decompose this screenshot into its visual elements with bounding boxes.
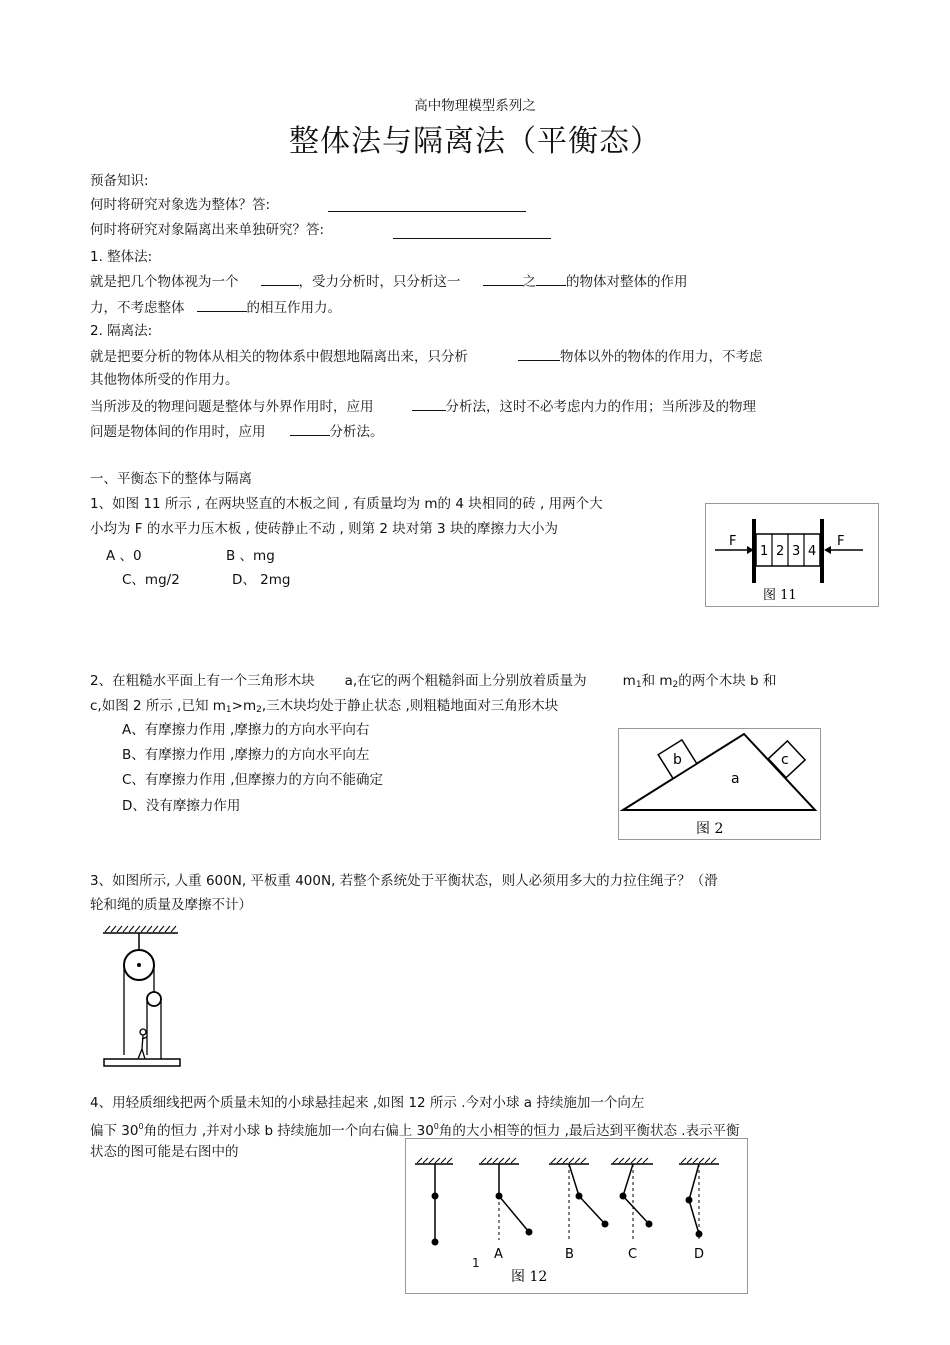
isolate-method-line-2: 其他物体所受的作用力。 [90,372,239,388]
blank[interactable] [536,271,566,286]
figure-11-caption: 图 11 [763,588,797,603]
blank[interactable] [197,297,247,312]
figure-12-label: A [494,1247,503,1262]
lower-pulley [147,992,161,1006]
q1-option-c[interactable]: C、mg/2 [122,572,180,588]
q2-line-2: c,如图 2 所示 ,已知 $m_1>m_2$,三木块均处于静止状态 ,则粗糙地面对三角形木块 [90,698,559,715]
page-number: 1 [472,1256,480,1270]
prep-question-2: 何时将研究对象隔离出来单独研究？答: [90,222,325,238]
label-b: b [673,752,682,768]
whole-method-line-1: 就是把几个物体视为一个 ，受力分析时，只分析这一 之 的物体对整体的作用 [90,271,688,291]
force-label-right: F [837,534,845,549]
q4-line-2: 偏下 $30^0$角的恒力 ,并对小球 b 持续施加一个向右偏上 $30^0$角的大小相等的恒力 ,最后达到平衡状态 .表示平衡 [90,1122,740,1139]
q3-line-2: 轮和绳的质量及摩擦不计） [90,897,252,913]
isolate-method-line-4: 问题是物体间的作用时，应用 分析法。 [90,421,384,441]
prep-answer-line-2[interactable] [393,238,551,239]
label-c: c [781,752,789,768]
figure-12-label: D [694,1247,705,1262]
brick-label: 1 [760,544,769,559]
force-label-left: F [729,534,737,549]
label-a: a [731,771,740,787]
section-heading: 一、平衡态下的整体与隔离 [90,471,252,487]
platform [104,1059,180,1066]
board-right [820,519,824,583]
brick-label: 2 [776,544,785,559]
brick-label: 3 [792,544,801,559]
q2-option-d[interactable]: D、没有摩擦力作用 [122,798,241,814]
q4-line-3: 状态的图可能是右图中的 [90,1144,239,1160]
q1-line-2: 小均为 F 的水平力压木板 , 使砖静止不动 , 则第 2 块对第 3 块的摩擦力大小为 [90,521,558,537]
isolate-method-line-1: 就是把要分析的物体从相关的物体系中假想地隔离出来，只分析 物体以外的物体的作用力，不考虑 [90,346,763,366]
figure-2 [618,728,821,840]
prep-answer-line-1[interactable] [328,211,526,212]
figure-12-caption: 图 12 [511,1269,548,1285]
figure-12-panel-initial [415,1158,453,1246]
blank[interactable] [483,271,523,286]
q2-option-c[interactable]: C、有摩擦力作用 ,但摩擦力的方向不能确定 [122,772,384,788]
prep-heading: 预备知识: [90,173,149,189]
isolate-method-heading: 2. 隔离法: [90,323,153,339]
blank[interactable] [518,346,560,361]
pulley-figure [100,925,184,1075]
figure-12 [405,1138,748,1294]
q4-line-1: 4、用轻质细线把两个质量未知的小球悬挂起来 ,如图 12 所示 .今对小球 a 持续施加一个向左 [90,1095,645,1111]
q1-option-b[interactable]: B 、mg [226,548,275,564]
figure-2-caption: 图 2 [696,821,724,837]
q2-option-b[interactable]: B、有摩擦力作用 ,摩擦力的方向水平向左 [122,747,370,763]
figure-11 [705,503,879,607]
whole-method-heading: 1. 整体法: [90,249,153,265]
figure-12-label: C [628,1247,638,1262]
force-arrow-right-head [824,546,831,554]
series-subtitle: 高中物理模型系列之 [414,98,536,114]
figure-12-panel-c [611,1158,653,1262]
figure-12-panel-a [479,1158,533,1262]
page-title: 整体法与隔离法（平衡态） [289,124,661,159]
figure-12-label: B [565,1247,574,1262]
q1-line-1: 1、如图 11 所示 , 在两块竖直的木板之间 , 有质量均为 m的 4 块相同的砖 , 用两个大 [90,496,603,512]
ceiling-hatch [105,926,176,932]
upper-pulley-axle [137,963,141,967]
person-figure [138,1029,147,1059]
q1-option-d[interactable]: D、 2mg [232,572,291,588]
blank[interactable] [261,271,299,286]
isolate-method-line-3: 当所涉及的物理问题是整体与外界作用时，应用 分析法，这时不必考虑内力的作用；当所涉及的物理 [90,396,756,416]
figure-12-panel-b [549,1158,609,1262]
q1-option-a[interactable]: A 、0 [106,548,142,564]
whole-method-line-2: 力，不考虑整体 的相互作用力。 [90,297,341,317]
brick-label: 4 [808,544,817,559]
prep-question-1: 何时将研究对象选为整体？答: [90,197,271,213]
figure-12-panel-d [679,1158,719,1262]
blank[interactable] [290,421,330,436]
blank[interactable] [412,396,446,411]
q2-option-a[interactable]: A、有摩擦力作用 ,摩擦力的方向水平向右 [122,722,370,738]
q3-line-1: 3、如图所示, 人重 600N, 平板重 400N, 若整个系统处于平衡状态，则人必须用多大的力拉住绳子？（滑 [90,873,718,889]
q2-line-1: 2、在粗糙水平面上有一个三角形木块 a,在它的两个粗糙斜面上分别放着质量为 $m_1$和 $m_2$的两个木块 b 和 [90,673,777,690]
